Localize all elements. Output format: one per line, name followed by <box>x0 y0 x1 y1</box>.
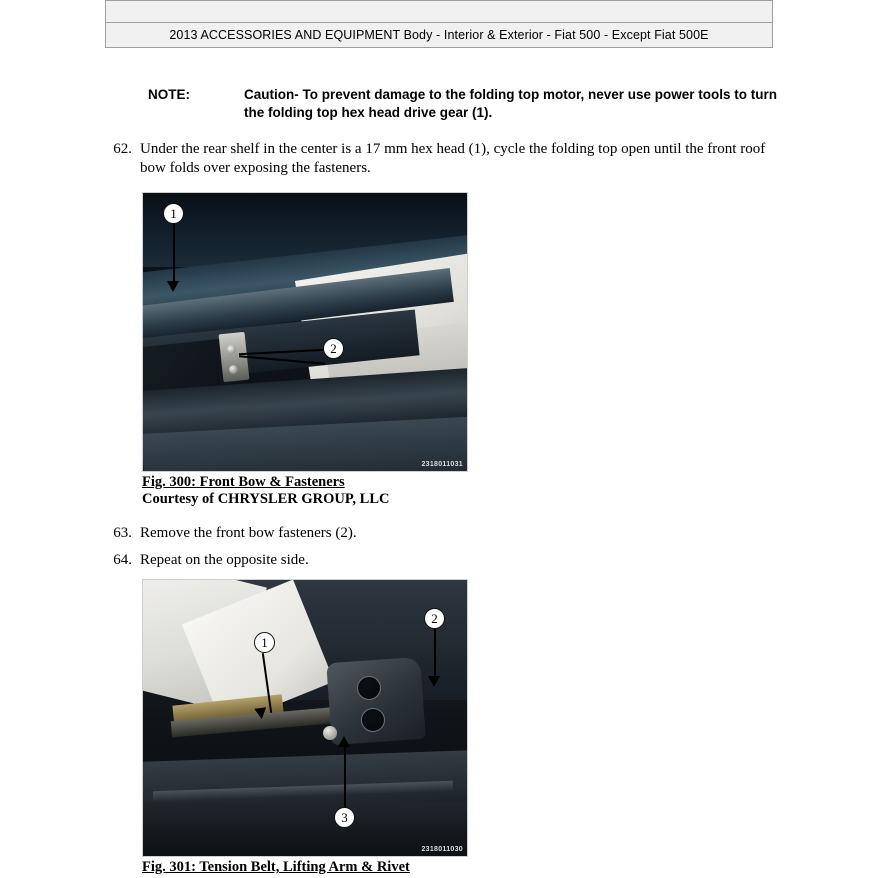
photo-rivet <box>323 726 337 740</box>
note-text: Caution- To prevent damage to the folding top motor, never use power tools to turn the folding top hex head drive gear (1). <box>244 87 778 120</box>
figure-301-callout-1: 1 <box>254 632 275 653</box>
photo-fastener-upper <box>227 345 236 354</box>
figure-300-caption-courtesy: Courtesy of CHRYSLER GROUP, LLC <box>142 491 390 507</box>
step-64 <box>108 551 773 570</box>
figure-301-watermark: 2318011030 <box>421 846 463 853</box>
photo-arm-hole-lower <box>361 708 385 732</box>
step-63-text: Remove the front bow fasteners (2). <box>140 525 357 541</box>
figure-301-leader-3 <box>344 746 346 808</box>
figure-300-caption-title: Fig. 300: Front Bow & Fasteners <box>142 474 345 490</box>
figure-301-arrowhead-1 <box>254 707 267 720</box>
figure-300-leader-1 <box>173 224 175 286</box>
figure-300-callout-1: 1 <box>163 203 184 224</box>
figure-301-callout-3: 3 <box>334 807 355 828</box>
step-64-number: 64. <box>113 552 132 568</box>
page-header <box>105 0 773 48</box>
photo-fastener-lower <box>229 365 238 374</box>
figure-301-arrowhead-3 <box>338 736 350 747</box>
figure-300 <box>142 192 468 508</box>
figure-301-caption <box>142 859 542 876</box>
note-block <box>148 86 788 121</box>
note-label: NOTE: <box>148 87 190 102</box>
header-title-bar: 2013 ACCESSORIES AND EQUIPMENT Body - Interior & Exterior - Fiat 500 - Except Fiat 500E <box>105 22 773 48</box>
figure-300-caption <box>142 474 468 508</box>
figure-300-arrowhead-1 <box>167 281 179 292</box>
figure-300-image <box>142 192 468 472</box>
figure-301-leader-2 <box>434 629 436 681</box>
header-blank-bar <box>105 0 773 22</box>
step-63 <box>108 524 773 543</box>
figure-301 <box>142 579 542 876</box>
photo-lower-sill <box>142 802 468 857</box>
step-64-text: Repeat on the opposite side. <box>140 552 309 568</box>
figure-300-callout-2: 2 <box>323 338 344 359</box>
step-63-number: 63. <box>113 525 132 541</box>
figure-301-callout-2: 2 <box>424 608 445 629</box>
photo-lifting-arm <box>326 657 425 745</box>
step-62 <box>108 140 773 177</box>
figure-301-caption-title: Fig. 301: Tension Belt, Lifting Arm & Rivet <box>142 859 410 875</box>
figure-301-arrowhead-2 <box>428 676 440 687</box>
figure-301-image <box>142 579 468 857</box>
photo-arm-hole-upper <box>357 676 381 700</box>
step-62-text: Under the rear shelf in the center is a 17 mm hex head (1), cycle the folding top open until the front roof bow folds over exposing the fasteners. <box>140 141 766 176</box>
figure-300-watermark: 2318011031 <box>421 461 463 468</box>
step-62-number: 62. <box>113 141 132 157</box>
